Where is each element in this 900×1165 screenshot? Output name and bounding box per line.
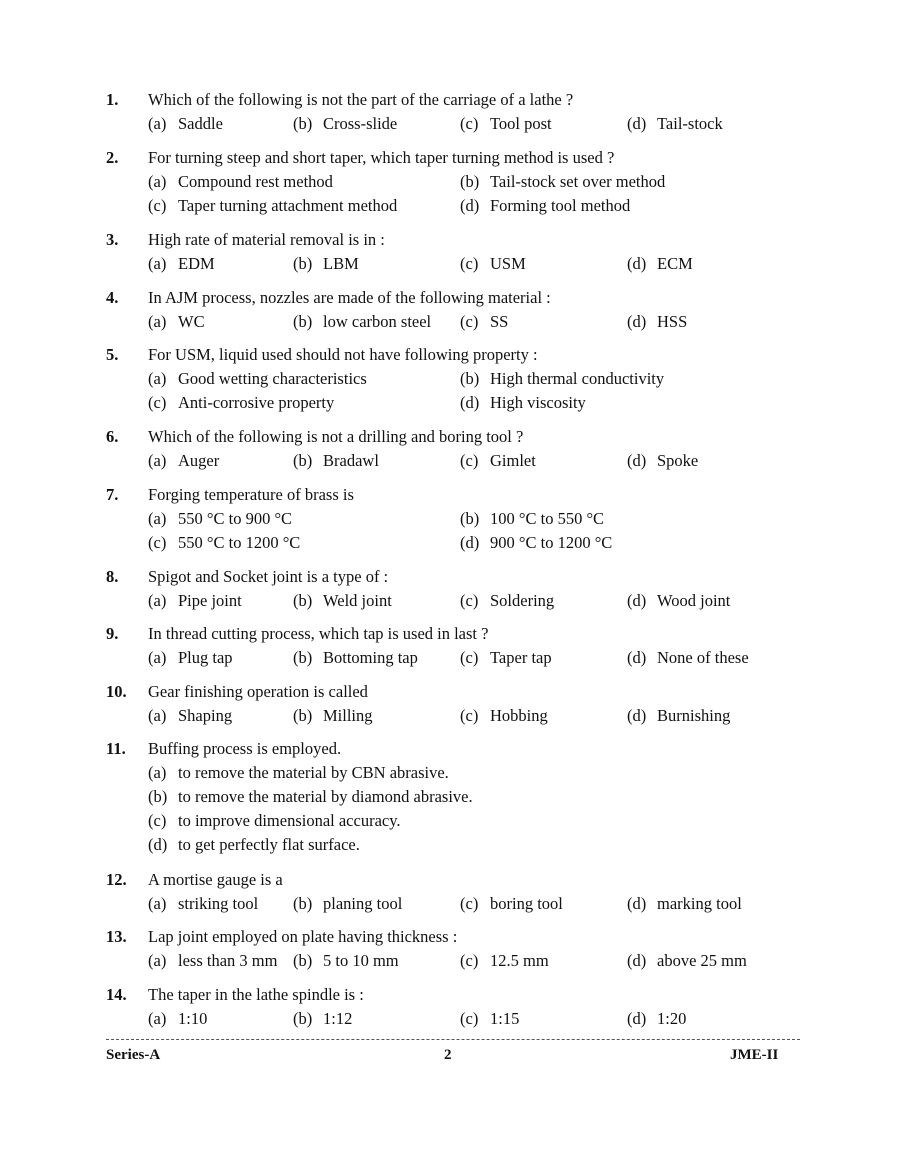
answer-option-d xyxy=(627,892,742,916)
answer-option-a xyxy=(148,367,367,391)
option-label: (a) xyxy=(148,509,167,528)
question-text: In thread cutting process, which tap is used in last ? xyxy=(148,624,489,643)
option-label: (a) xyxy=(148,591,167,610)
answer-option-b xyxy=(293,704,373,728)
option-text: Bradawl xyxy=(323,451,379,470)
answer-option-a xyxy=(148,892,258,916)
question-text: In AJM process, nozzles are made of the following material : xyxy=(148,288,551,307)
answer-option-c xyxy=(148,391,334,415)
option-label: (a) xyxy=(148,369,167,388)
option-label: (c) xyxy=(460,114,479,133)
option-text: Gimlet xyxy=(490,451,536,470)
answer-option-d xyxy=(627,1007,686,1031)
option-label: (b) xyxy=(293,591,313,610)
option-label: (c) xyxy=(148,196,167,215)
answer-option-c xyxy=(460,892,563,916)
option-text: Soldering xyxy=(490,591,555,610)
option-label: (d) xyxy=(148,835,168,854)
option-text: striking tool xyxy=(178,894,259,913)
option-label: (c) xyxy=(148,533,167,552)
option-text: Good wetting characteristics xyxy=(178,369,367,388)
option-text: 1:20 xyxy=(657,1009,687,1028)
answer-option-b xyxy=(293,646,418,670)
option-text: High thermal conductivity xyxy=(490,369,665,388)
question-number: 9. xyxy=(106,624,119,643)
answer-option-c xyxy=(460,949,549,973)
option-text: less than 3 mm xyxy=(178,951,278,970)
question-number: 14. xyxy=(106,985,127,1004)
option-text: HSS xyxy=(657,312,688,331)
question-stem xyxy=(0,622,900,646)
question-number: 13. xyxy=(106,927,127,946)
option-text: 1:15 xyxy=(490,1009,520,1028)
answer-option-c xyxy=(460,704,548,728)
answer-option-d xyxy=(627,704,730,728)
question-stem xyxy=(0,680,900,704)
option-label: (c) xyxy=(460,951,479,970)
option-label: (c) xyxy=(460,894,479,913)
answer-option-c xyxy=(460,252,526,276)
answer-option-c xyxy=(148,194,397,218)
question-text: Gear finishing operation is called xyxy=(148,682,368,701)
option-label: (c) xyxy=(148,393,167,412)
option-text: WC xyxy=(178,312,205,331)
option-text: 12.5 mm xyxy=(490,951,549,970)
option-text: 1:12 xyxy=(323,1009,353,1028)
option-label: (d) xyxy=(627,951,647,970)
answer-option-c xyxy=(148,531,300,555)
question-number: 1. xyxy=(106,90,119,109)
question-text: For USM, liquid used should not have following property : xyxy=(148,345,538,364)
option-text: EDM xyxy=(178,254,215,273)
option-text: low carbon steel xyxy=(323,312,432,331)
question-stem xyxy=(0,983,900,1007)
option-text: to improve dimensional accuracy. xyxy=(178,811,401,830)
question-stem xyxy=(0,146,900,170)
option-text: ECM xyxy=(657,254,693,273)
option-label: (a) xyxy=(148,172,167,191)
option-text: 550 °C to 1200 °C xyxy=(178,533,301,552)
answer-option-b xyxy=(460,367,664,391)
question-number: 4. xyxy=(106,288,119,307)
answer-option-c xyxy=(460,112,552,136)
question-stem xyxy=(0,868,900,892)
answer-option-c xyxy=(460,1007,519,1031)
answer-option-c xyxy=(460,310,508,334)
question-text: Lap joint employed on plate having thickness : xyxy=(148,927,458,946)
question-text: Buffing process is employed. xyxy=(148,739,342,758)
question-stem xyxy=(0,228,900,252)
question-stem xyxy=(0,925,900,949)
option-text: Tail-stock set over method xyxy=(490,172,666,191)
option-label: (b) xyxy=(293,1009,313,1028)
option-label: (d) xyxy=(627,1009,647,1028)
answer-option-a xyxy=(148,589,242,613)
option-text: LBM xyxy=(323,254,359,273)
question-stem xyxy=(0,425,900,449)
answer-option-b xyxy=(293,449,379,473)
answer-option-c xyxy=(460,449,536,473)
answer-option-a xyxy=(148,449,219,473)
option-text: Weld joint xyxy=(323,591,392,610)
answer-option-d xyxy=(627,949,747,973)
option-text: 1:10 xyxy=(178,1009,208,1028)
answer-option-a xyxy=(148,112,223,136)
option-label: (c) xyxy=(460,706,479,725)
option-text: Taper turning attachment method xyxy=(178,196,398,215)
question-number: 7. xyxy=(106,485,119,504)
answer-option-b xyxy=(460,507,604,531)
option-label: (b) xyxy=(293,451,313,470)
footer-divider xyxy=(106,1039,800,1040)
footer-series: Series-A xyxy=(106,1047,161,1063)
option-text: High viscosity xyxy=(490,393,586,412)
question-text: Spigot and Socket joint is a type of : xyxy=(148,567,389,586)
option-text: Pipe joint xyxy=(178,591,242,610)
answer-option-b xyxy=(293,892,402,916)
question-stem xyxy=(0,88,900,112)
option-text: Tool post xyxy=(490,114,552,133)
option-text: Hobbing xyxy=(490,706,548,725)
option-label: (a) xyxy=(148,951,167,970)
question-stem xyxy=(0,483,900,507)
option-text: planing tool xyxy=(323,894,403,913)
answer-option-d xyxy=(627,589,730,613)
question-text: A mortise gauge is a xyxy=(148,870,283,889)
question-number: 10. xyxy=(106,682,127,701)
option-label: (d) xyxy=(627,451,647,470)
option-text: Cross-slide xyxy=(323,114,398,133)
option-label: (d) xyxy=(627,894,647,913)
question-text: The taper in the lathe spindle is : xyxy=(148,985,364,1004)
question-number: 3. xyxy=(106,230,119,249)
question-stem xyxy=(0,343,900,367)
answer-option-d xyxy=(627,449,698,473)
question-text: Forging temperature of brass is xyxy=(148,485,354,504)
option-label: (a) xyxy=(148,312,167,331)
option-label: (d) xyxy=(460,393,480,412)
question-number: 5. xyxy=(106,345,119,364)
option-label: (d) xyxy=(627,706,647,725)
option-label: (d) xyxy=(627,591,647,610)
question-text: Which of the following is not the part of the carriage of a lathe ? xyxy=(148,90,574,109)
answer-option-a xyxy=(148,761,449,785)
answer-option-c xyxy=(148,809,401,833)
option-text: Auger xyxy=(178,451,220,470)
question-stem xyxy=(0,737,900,761)
answer-option-a xyxy=(148,1007,207,1031)
option-text: Shaping xyxy=(178,706,233,725)
option-label: (b) xyxy=(460,172,480,191)
option-text: boring tool xyxy=(490,894,563,913)
option-label: (a) xyxy=(148,648,167,667)
option-label: (d) xyxy=(627,312,647,331)
option-text: 900 °C to 1200 °C xyxy=(490,533,613,552)
answer-option-d xyxy=(460,391,586,415)
question-number: 2. xyxy=(106,148,119,167)
option-text: SS xyxy=(490,312,509,331)
option-label: (b) xyxy=(293,114,313,133)
option-label: (d) xyxy=(627,114,647,133)
option-text: Bottoming tap xyxy=(323,648,418,667)
option-text: 550 °C to 900 °C xyxy=(178,509,293,528)
question-text: Which of the following is not a drilling and boring tool ? xyxy=(148,427,524,446)
option-text: Saddle xyxy=(178,114,223,133)
answer-option-b xyxy=(293,589,392,613)
footer-exam-code: JME-II xyxy=(730,1047,779,1063)
option-text: Burnishing xyxy=(657,706,731,725)
question-number: 11. xyxy=(106,739,126,758)
question-stem xyxy=(0,286,900,310)
option-text: to remove the material by CBN abrasive. xyxy=(178,763,449,782)
option-text: Wood joint xyxy=(657,591,731,610)
answer-option-a xyxy=(148,949,277,973)
question-stem xyxy=(0,565,900,589)
question-text: High rate of material removal is in : xyxy=(148,230,385,249)
option-label: (d) xyxy=(627,254,647,273)
option-text: Milling xyxy=(323,706,373,725)
option-text: to get perfectly flat surface. xyxy=(178,835,360,854)
answer-option-b xyxy=(293,1007,352,1031)
answer-option-b xyxy=(460,170,665,194)
answer-option-b xyxy=(293,112,397,136)
answer-option-c xyxy=(460,589,554,613)
answer-option-a xyxy=(148,646,233,670)
option-text: 5 to 10 mm xyxy=(323,951,399,970)
option-label: (b) xyxy=(293,894,313,913)
option-label: (c) xyxy=(460,1009,479,1028)
option-label: (b) xyxy=(293,951,313,970)
option-label: (a) xyxy=(148,894,167,913)
question-number: 6. xyxy=(106,427,119,446)
option-label: (c) xyxy=(460,312,479,331)
option-text: Anti-corrosive property xyxy=(178,393,335,412)
option-label: (b) xyxy=(148,787,168,806)
option-label: (a) xyxy=(148,254,167,273)
option-label: (a) xyxy=(148,763,167,782)
answer-option-d xyxy=(148,833,360,857)
answer-option-b xyxy=(293,310,431,334)
option-text: Forming tool method xyxy=(490,196,631,215)
option-label: (b) xyxy=(293,648,313,667)
option-label: (b) xyxy=(293,312,313,331)
answer-option-b xyxy=(293,252,359,276)
option-label: (a) xyxy=(148,114,167,133)
option-text: USM xyxy=(490,254,526,273)
answer-option-d xyxy=(460,531,612,555)
answer-option-a xyxy=(148,170,333,194)
option-text: marking tool xyxy=(657,894,742,913)
question-number: 12. xyxy=(106,870,127,889)
option-label: (a) xyxy=(148,451,167,470)
option-label: (c) xyxy=(460,648,479,667)
option-text: Plug tap xyxy=(178,648,233,667)
option-text: None of these xyxy=(657,648,749,667)
option-label: (a) xyxy=(148,1009,167,1028)
option-text: above 25 mm xyxy=(657,951,747,970)
option-label: (d) xyxy=(627,648,647,667)
option-label: (c) xyxy=(460,254,479,273)
answer-option-a xyxy=(148,704,232,728)
option-text: to remove the material by diamond abrasive. xyxy=(178,787,473,806)
option-text: Spoke xyxy=(657,451,699,470)
answer-option-d xyxy=(627,310,687,334)
answer-option-d xyxy=(460,194,630,218)
answer-option-b xyxy=(148,785,473,809)
option-label: (b) xyxy=(293,254,313,273)
option-label: (b) xyxy=(460,509,480,528)
option-text: Tail-stock xyxy=(657,114,723,133)
option-text: 100 °C to 550 °C xyxy=(490,509,605,528)
option-label: (c) xyxy=(460,451,479,470)
option-label: (b) xyxy=(293,706,313,725)
option-label: (d) xyxy=(460,533,480,552)
option-text: Compound rest method xyxy=(178,172,333,191)
answer-option-a xyxy=(148,310,205,334)
answer-option-d xyxy=(627,252,693,276)
footer-page-number: 2 xyxy=(444,1047,452,1063)
option-text: Taper tap xyxy=(490,648,552,667)
option-label: (b) xyxy=(460,369,480,388)
answer-option-c xyxy=(460,646,552,670)
question-number: 8. xyxy=(106,567,119,586)
answer-option-d xyxy=(627,112,723,136)
option-label: (c) xyxy=(460,591,479,610)
answer-option-a xyxy=(148,507,292,531)
answer-option-a xyxy=(148,252,215,276)
question-text: For turning steep and short taper, which taper turning method is used ? xyxy=(148,148,615,167)
option-label: (c) xyxy=(148,811,167,830)
answer-option-b xyxy=(293,949,399,973)
option-label: (a) xyxy=(148,706,167,725)
answer-option-d xyxy=(627,646,749,670)
option-label: (d) xyxy=(460,196,480,215)
